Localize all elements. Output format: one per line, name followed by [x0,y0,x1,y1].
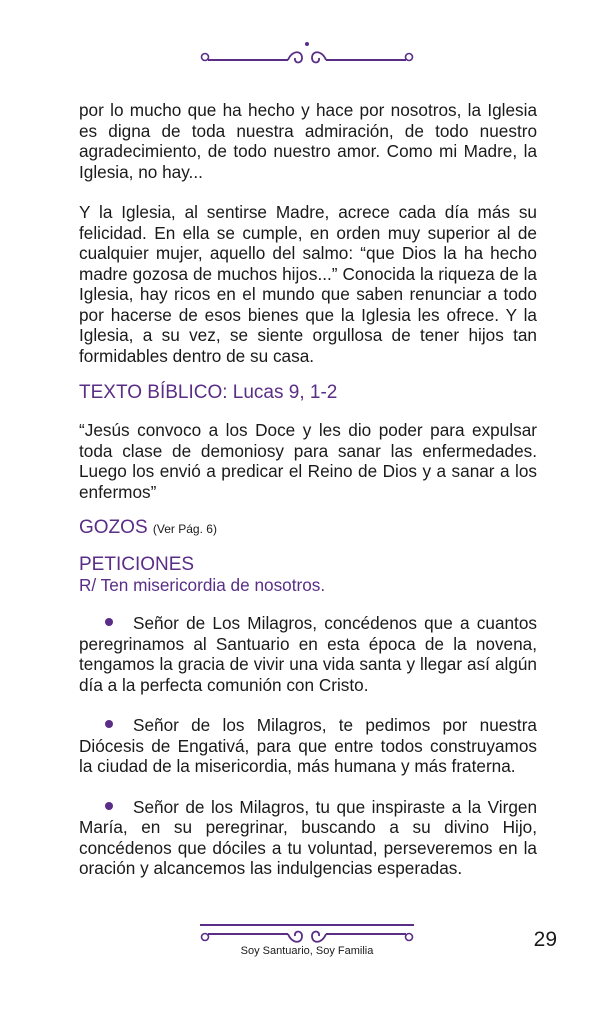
bullet-icon [105,720,113,728]
footer-tagline: Soy Santuario, Soy Familia [240,945,374,957]
texto-biblico-body: “Jesús convoco a los Doce y les dio poder para expulsar toda clase de demoniosy para sanar las enfermedades. Luego los envió a predicar el Reino de Dios y a sanar a los enfermos” [79,420,537,502]
gozos-note: (Ver Pág. 6) [152,522,217,536]
bullet-icon [105,618,113,626]
petition-item [79,613,537,695]
petition-text: Señor de Los Milagros, concédenos que a cuantos peregrinamos al Santuario en esta época de la novena, tengamos la gracia de vivir una vida santa y llegar así algún día a la perfecta comunión con Cristo. [79,613,537,695]
gozos-heading: GOZOS [79,517,148,538]
peticiones-response: R/ Ten misericordia de nosotros. [79,575,326,595]
ornament-bottom [196,920,418,948]
gozos-line [79,518,537,539]
paragraph-intro: por lo mucho que ha hecho y hace por nosotros, la Iglesia es digna de toda nuestra admiración, de todo nuestro agradecimiento, de todo nuestro amor. Como mi Madre, la Iglesia, no hay... [79,100,537,182]
texto-biblico-heading: TEXTO BÍBLICO: Lucas 9, 1-2 [79,382,338,403]
petition-item [79,715,537,777]
bullet-icon [105,802,113,810]
page-number: 29 [533,928,557,951]
petition-item [79,797,537,879]
paragraph-iglesia: Y la Iglesia, al sentirse Madre, acrece cada día más su felicidad. En ella se cumple, en orden muy superior al de cualquier mujer, aquello del salmo: “que Dios la ha hecho madre gozosa de muchos hijos...” Conocida la riqueza de la Iglesia, hay ricos en el mundo que saben renunciar a todo por hacerse de esos bienes que la Iglesia les ofrece. Y la Iglesia, a su vez, se siente orgullosa de tener hijos tan formidables dentro de su casa. [79,202,537,366]
ornament-top [196,38,418,68]
peticiones-heading: PETICIONES [79,554,195,575]
petition-text: Señor de los Milagros, te pedimos por nuestra Diócesis de Engativá, para que entre todos construyamos la ciudad de la misericordia, más humana y más fraterna. [79,715,537,776]
petition-text: Señor de los Milagros, tu que inspiraste a la Virgen María, en su peregrinar, buscando a su divino Hijo, concédenos que dóciles a tu voluntad, perseveremos en la oración y alcancemos las indulgencias esperadas. [79,796,537,878]
page-content [79,100,537,879]
